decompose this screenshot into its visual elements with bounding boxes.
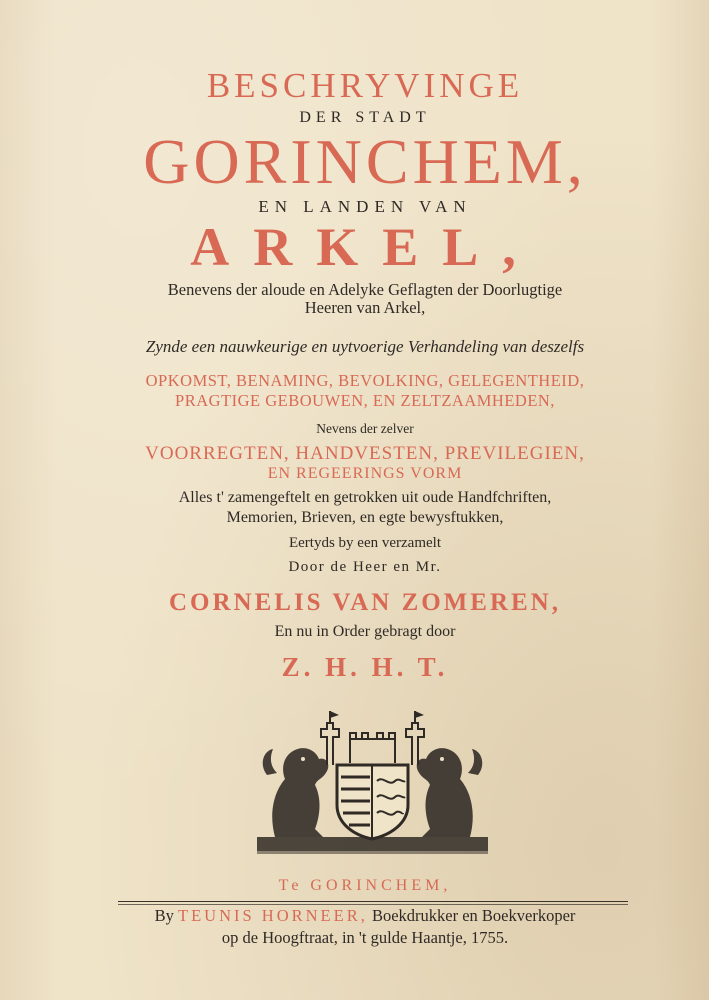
title-gorinchem: GORINCHEM, xyxy=(143,126,587,197)
subtitle-opkomst: OPKOMST, BENAMING, BEVOLKING, GELEGENTHEID, xyxy=(145,371,585,390)
imprint-rule xyxy=(118,901,628,902)
imprint-printer-name: TEUNIS HORNEER, xyxy=(178,906,368,925)
subtitle-pragtige: PRAGTIGE GEBOUWEN, EN ZELTZAAMHEDEN, xyxy=(175,391,555,410)
author-name: CORNELIS VAN ZOMEREN, xyxy=(168,589,561,616)
imprint-by: By xyxy=(154,906,174,925)
editor-intro: En nu in Order gebragt door xyxy=(274,623,456,640)
title-beschryvinge: BESCHRYVINGE xyxy=(206,66,524,105)
imprint-rule-thin xyxy=(118,904,628,905)
title-arkel: ARKEL, xyxy=(190,217,540,277)
imprint-trade: Boekdrukker en Boekverkoper xyxy=(371,906,576,925)
subtitle-heeren: Heeren van Arkel, xyxy=(304,298,426,317)
subtitle-memorien: Memorien, Brieven, en egte bewysftukken, xyxy=(226,509,504,526)
subtitle-alles: Alles t' zamengeftelt en getrokken uit oude Handfchriften, xyxy=(178,489,552,506)
author-door: Door de Heer en Mr. xyxy=(288,559,442,575)
imprint-printer-line xyxy=(70,908,660,925)
subtitle-nevens: Nevens der zelver xyxy=(316,421,414,436)
subtitle-eertyds: Eertyds by een verzamelt xyxy=(288,535,441,551)
title-en-landen-van: EN LANDEN VAN xyxy=(258,197,472,216)
subtitle-zynde: Zynde een nauwkeurige en uytvoerige Verhandeling van deszelfs xyxy=(145,337,585,356)
subtitle-regeerings: EN REGEERINGS VORM xyxy=(267,465,463,482)
imprint-address: op de Hoogftraat, in 't gulde Haantje, 1755. xyxy=(221,928,509,947)
subtitle-voorregten: VOORREGTEN, HANDVESTEN, PREVILEGIEN, xyxy=(145,443,585,464)
imprint-place: Te GORINCHEM, xyxy=(278,877,452,894)
subtitle-benevens: Benevens der aloude en Adelyke Geflagten der Doorlugtige xyxy=(167,280,563,299)
title-der-stadt: DER STADT xyxy=(299,109,431,126)
editor-initials: Z. H. H. T. xyxy=(281,652,449,682)
coat-of-arms-icon xyxy=(255,705,490,855)
